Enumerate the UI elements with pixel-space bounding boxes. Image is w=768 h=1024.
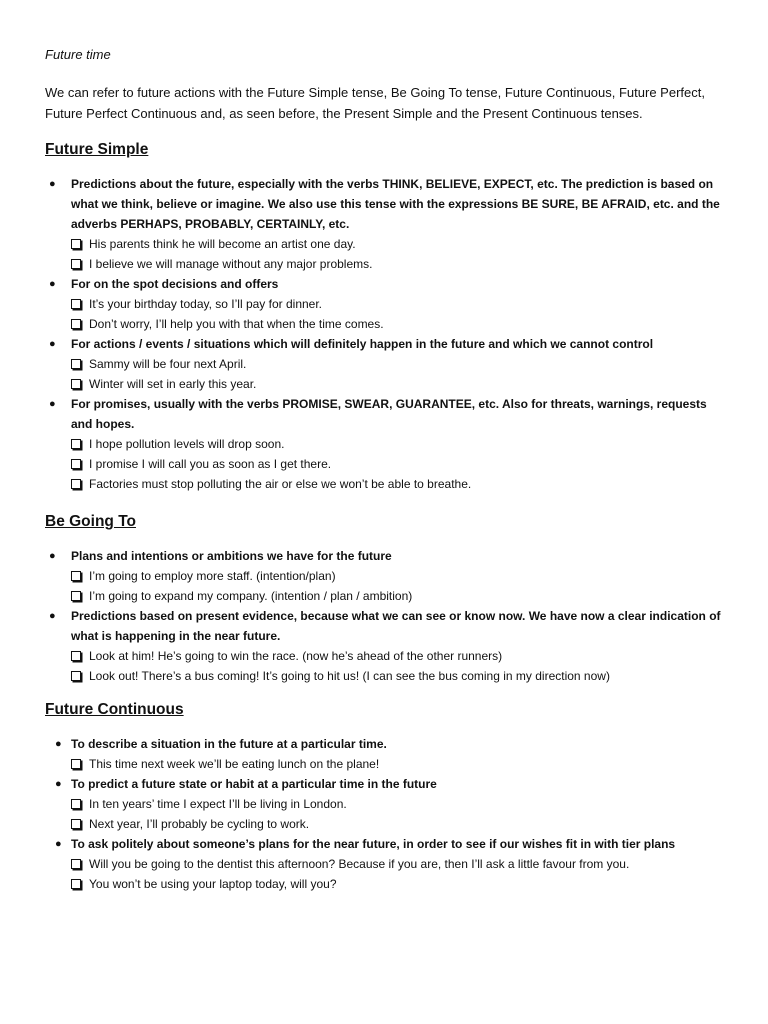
- example-text: I believe we will manage without any major problems.: [89, 257, 373, 271]
- bullet-icon: ●: [55, 838, 62, 850]
- future-simple-list: [45, 174, 728, 494]
- checkbox-square-icon: [71, 591, 81, 601]
- example-text: Will you be going to the dentist this afternoon? Because if you are, then I’ll ask a little favour from you.: [89, 857, 630, 871]
- example-item: [71, 794, 728, 814]
- example-item: [71, 566, 728, 586]
- checkbox-square-icon: [71, 379, 81, 389]
- example-item: [71, 854, 728, 874]
- section-heading-future-simple: Future Simple: [45, 141, 149, 158]
- example-item: [71, 374, 728, 394]
- example-text: In ten years’ time I expect I’ll be living in London.: [89, 797, 347, 811]
- bullet-icon: ●: [49, 338, 56, 350]
- checkbox-square-icon: [71, 239, 81, 249]
- example-text: I hope pollution levels will drop soon.: [89, 437, 285, 451]
- bullet-text: For on the spot decisions and offers: [71, 277, 279, 291]
- checkbox-square-icon: [71, 879, 81, 889]
- example-item: [71, 254, 728, 274]
- example-item: [71, 586, 728, 606]
- checkbox-square-icon: [71, 799, 81, 809]
- example-text: Look at him! He’s going to win the race. (now he’s ahead of the other runners): [89, 649, 503, 663]
- example-text: You won’t be using your laptop today, will you?: [89, 877, 337, 891]
- document-title: Future time: [45, 47, 111, 62]
- example-item: [71, 314, 728, 334]
- example-item: [71, 234, 728, 254]
- example-text: I’m going to expand my company. (intention / plan / ambition): [89, 589, 413, 603]
- bullet-item: [45, 174, 728, 274]
- bullet-text: To predict a future state or habit at a particular time in the future: [71, 777, 437, 791]
- checkbox-square-icon: [71, 479, 81, 489]
- future-continuous-list: [45, 734, 728, 894]
- example-item: [71, 666, 728, 686]
- checkbox-square-icon: [71, 359, 81, 369]
- bullet-text: For actions / events / situations which will definitely happen in the future and which we cannot control: [71, 337, 654, 351]
- example-item: [71, 294, 728, 314]
- example-list: [71, 794, 728, 834]
- example-item: [71, 454, 728, 474]
- example-list: [71, 294, 728, 334]
- bullet-text: Plans and intentions or ambitions we have for the future: [71, 549, 392, 563]
- example-item: [71, 434, 728, 454]
- example-list: [71, 566, 728, 606]
- example-item: [71, 874, 728, 894]
- bullet-item: [45, 606, 728, 686]
- bullet-icon: ●: [49, 550, 56, 562]
- example-list: [71, 754, 728, 774]
- checkbox-square-icon: [71, 259, 81, 269]
- example-text: Factories must stop polluting the air or else we won’t be able to breathe.: [89, 477, 472, 491]
- example-text: This time next week we’ll be eating lunch on the plane!: [89, 757, 380, 771]
- bullet-text: To describe a situation in the future at a particular time.: [71, 737, 387, 751]
- bullet-text: To ask politely about someone’s plans for the near future, in order to see if our wishes fit in with tier plans: [71, 837, 676, 851]
- bullet-text: Predictions about the future, especially with the verbs THINK, BELIEVE, EXPECT, etc. The prediction is based on what we think, believe or imagine. We also use this tense with the expressions BE SURE, BE AFRAID, etc. and the adverbs PERHAPS, PROBABLY, CERTAINLY, etc.: [71, 177, 720, 231]
- bullet-item: [45, 834, 728, 894]
- bullet-item: [45, 774, 728, 834]
- example-list: [71, 354, 728, 394]
- checkbox-square-icon: [71, 859, 81, 869]
- checkbox-square-icon: [71, 319, 81, 329]
- example-text: It’s your birthday today, so I’ll pay for dinner.: [89, 297, 323, 311]
- example-text: Don’t worry, I’ll help you with that when the time comes.: [89, 317, 384, 331]
- bullet-text: For promises, usually with the verbs PROMISE, SWEAR, GUARANTEE, etc. Also for threats, warnings, requests and hopes.: [71, 397, 707, 431]
- intro-paragraph: We can refer to future actions with the Future Simple tense, Be Going To tense, Future Continuous, Future Perfect, Future Perfect Continuous and, as seen before, the Present Simple and the Present Continuous tenses.: [45, 85, 705, 121]
- bullet-icon: ●: [55, 738, 62, 750]
- example-item: [71, 646, 728, 666]
- example-item: [71, 814, 728, 834]
- bullet-item: [45, 546, 728, 606]
- checkbox-square-icon: [71, 651, 81, 661]
- section-heading-future-continuous: Future Continuous: [45, 701, 184, 718]
- bullet-item: [45, 394, 728, 494]
- example-text: I promise I will call you as soon as I get there.: [89, 457, 332, 471]
- bullet-item: [45, 734, 728, 774]
- example-item: [71, 354, 728, 374]
- bullet-item: [45, 334, 728, 394]
- bullet-item: [45, 274, 728, 334]
- bullet-icon: ●: [49, 278, 56, 290]
- bullet-icon: ●: [49, 610, 56, 622]
- bullet-icon: ●: [49, 398, 56, 410]
- section-heading-be-going-to: Be Going To: [45, 513, 136, 530]
- example-list: [71, 434, 728, 494]
- example-item: [71, 754, 728, 774]
- be-going-to-list: [45, 546, 728, 686]
- example-text: Winter will set in early this year.: [89, 377, 257, 391]
- example-text: Look out! There’s a bus coming! It’s going to hit us! (I can see the bus coming in my direction now): [89, 669, 610, 683]
- example-text: I’m going to employ more staff. (intention/plan): [89, 569, 336, 583]
- checkbox-square-icon: [71, 819, 81, 829]
- example-list: [71, 646, 728, 686]
- checkbox-square-icon: [71, 759, 81, 769]
- checkbox-square-icon: [71, 439, 81, 449]
- checkbox-square-icon: [71, 671, 81, 681]
- example-text: Sammy will be four next April.: [89, 357, 247, 371]
- checkbox-square-icon: [71, 571, 81, 581]
- example-list: [71, 854, 728, 894]
- example-text: His parents think he will become an artist one day.: [89, 237, 356, 251]
- checkbox-square-icon: [71, 299, 81, 309]
- bullet-icon: ●: [49, 178, 56, 190]
- bullet-icon: ●: [55, 778, 62, 790]
- example-item: [71, 474, 728, 494]
- example-list: [71, 234, 728, 274]
- example-text: Next year, I’ll probably be cycling to work.: [89, 817, 310, 831]
- bullet-text: Predictions based on present evidence, because what we can see or know now. We have now a clear indication of what is happening in the near future.: [71, 609, 721, 643]
- checkbox-square-icon: [71, 459, 81, 469]
